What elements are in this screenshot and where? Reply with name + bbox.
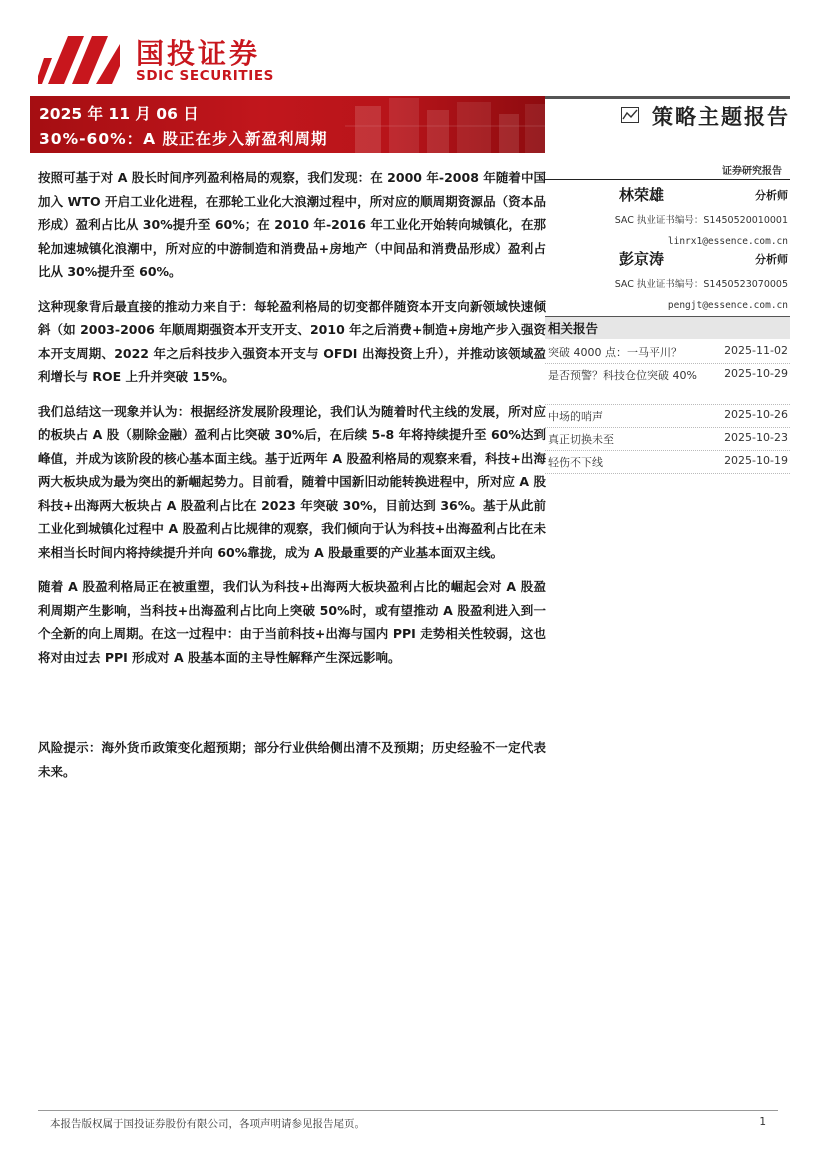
analyst-email[interactable]: linrx1@essence.com.cn	[667, 236, 788, 247]
analyst-role: 分析师	[755, 253, 788, 266]
related-report-title: 真正切换未至	[548, 433, 614, 446]
body-paragraph: 随着 A 股盈利格局正在被重塑，我们认为科技+出海两大板块盈利占比的崛起会对 A 股盈利周期产生影响，当科技+出海盈利占比向上突破 50%时，或有望推动 A 股盈利进入到一个全新的向上周期。在这一过程中：由于当前科技+出海与国内 PPI 走势相关性较弱，这也将对由过去 PPI 形成对 A 股基本面的主导性解释产生深远影响。	[38, 579, 546, 665]
report-type-label: 策略主题报告	[652, 105, 790, 129]
analyst-name: 彭京涛	[619, 250, 665, 268]
analyst-role: 分析师	[755, 189, 788, 202]
title-banner	[30, 96, 545, 153]
page-number: 1	[759, 1116, 766, 1128]
related-report-item[interactable]	[545, 364, 790, 405]
report-type-header	[545, 96, 790, 134]
research-label: 证券研究报告	[722, 166, 782, 177]
report-title: 30%-60%：A 股正在步入新盈利周期	[39, 130, 328, 148]
related-report-date: 2025-10-19	[724, 454, 788, 467]
related-report-date: 2025-10-29	[724, 367, 788, 380]
related-report-date: 2025-10-26	[724, 408, 788, 421]
related-report-date: 2025-11-02	[724, 344, 788, 357]
related-reports-header	[545, 316, 790, 339]
logo-name-en: SDIC SECURITIES	[136, 68, 274, 84]
related-report-title: 突破 4000 点：一马平川？	[548, 346, 682, 359]
analyst-email[interactable]: pengjt@essence.com.cn	[667, 300, 788, 311]
related-report-item[interactable]	[545, 451, 790, 474]
related-report-title: 中场的哨声	[548, 410, 603, 423]
related-report-item[interactable]	[545, 428, 790, 451]
report-body	[38, 166, 546, 680]
related-report-item[interactable]	[545, 341, 790, 364]
analyst-name: 林荣雄	[619, 186, 665, 204]
related-report-title: 轻伤不下线	[548, 456, 603, 469]
logo-stripes-icon	[38, 36, 120, 84]
related-reports-title: 相关报告	[548, 321, 599, 336]
body-paragraph: 这种现象背后最直接的推动力来自于：每轮盈利格局的切变都伴随资本开支向新领域快速倾斜（如 2003-2006 年顺周期强资本开支开支、2010 年之后消费+制造+房地产步入强资本开支周期、2022 年之后科技步入强资本开支与 OFDI 出海投资上升），并推动该领域盈利增长与 ROE 上升并突破 15%。	[38, 298, 546, 384]
related-reports-list	[545, 341, 790, 474]
analyst-cert: SAC 执业证书编号：S1450520010001	[614, 215, 788, 226]
risk-warning: 风险提示：海外货币政策变化超预期；部分行业供给侧出清不及预期；历史经验不一定代表未来。	[38, 740, 546, 779]
analyst-cert: SAC 执业证书编号：S1450523070005	[614, 279, 788, 290]
related-report-title: 是否预警？科技仓位突破 40%	[548, 369, 697, 382]
divider	[545, 179, 790, 180]
report-date: 2025 年 11 月 06 日	[39, 105, 199, 123]
company-logo	[38, 36, 274, 84]
related-report-item[interactable]	[545, 405, 790, 428]
chart-line-icon	[621, 107, 639, 123]
body-paragraph: 我们总结这一现象并认为：根据经济发展阶段理论，我们认为随着时代主线的发展，所对应的板块占 A 股（剔除金融）盈利占比突破 30%后，在后续 5-8 年将持续提升至 60%达到峰值，并成为该阶段的核心基本面主线。基于近两年 A 股盈利格局的观察来看，科技+出海两大板块成为最为突出的新崛起势力。目前看，随着中国新旧动能转换进程中，所对应 A 股科技+出海两大板块占 A 股盈利占比在 2023 年突破 30%，目前达到 36%。基于从此前工业化到城镇化过程中 A 股盈利占比规律的观察，我们倾向于认为科技+出海盈利占比在未来相当长时间内将持续提升并向 60%靠拢，成为 A 股最重要的产业基本面双主线。	[38, 403, 546, 560]
logo-name-cn: 国投证券	[136, 37, 261, 70]
footer-divider	[38, 1110, 778, 1111]
footer-disclaimer: 本报告版权属于国投证券股份有限公司，各项声明请参见报告尾页。	[50, 1118, 365, 1130]
body-paragraph: 按照可基于对 A 股长时间序列盈利格局的观察，我们发现：在 2000 年-2008 年随着中国加入 WTO 开启工业化进程，在那轮工业化大浪潮过程中，所对应的顺周期资源品（资本品形成）盈利占比从 30%提升至 60%；在 2010 年-2016 年工业化开始转向城镇化，在那轮加速城镇化浪潮中，所对应的中游制造和消费品+房地产（中间品和消费品形成）盈利占比从 30%提升至 60%。	[38, 170, 546, 279]
related-report-date: 2025-10-23	[724, 431, 788, 444]
banner-building-graphic	[345, 96, 545, 153]
